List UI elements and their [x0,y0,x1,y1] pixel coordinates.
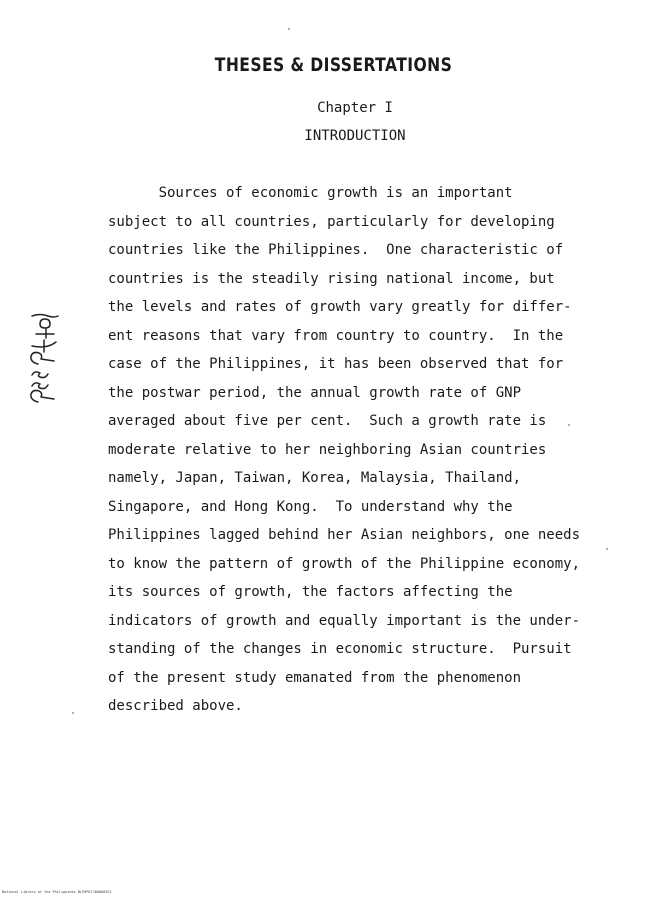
text-line: moderate relative to her neighboring Asian countries [108,441,547,458]
text-line: subject to all countries, particularly for developing [108,213,555,230]
chapter-label: Chapter I [317,100,393,116]
text-line: of the present study emanated from the phenomenon [108,669,522,686]
scan-footer: National Library of the Philippines NLP0PD7J0A0003G1 [2,890,112,894]
text-line: Sources of economic growth is an important [108,185,513,201]
scan-speck [568,424,570,426]
stamp-heading: THESES & DISSERTATIONS [214,54,453,76]
text-line: standing of the changes in economic structure. Pursuit [108,641,572,657]
text-line: namely, Japan, Taiwan, Korea, Malaysia, Thailand, [108,470,522,486]
text-line: averaged about five per cent. Such a growth rate is [108,413,547,429]
text-line: ent reasons that vary from country to country. In the [108,327,564,344]
section-heading: INTRODUCTION [304,128,406,144]
scan-speck [606,548,608,550]
text-line: described above. [108,698,243,714]
scan-speck [288,28,290,30]
handwritten-call-number [24,312,64,407]
text-line: its sources of growth, the factors affecting the [108,584,513,600]
text-line: countries like the Philippines. One characteristic of [108,242,564,258]
scan-speck [72,712,74,714]
text-line: to know the pattern of growth of the Philippine economy, [108,555,581,572]
text-line: indicators of growth and equally important is the under- [108,612,581,629]
text-line: case of the Philippines, it has been observed that for [108,356,564,372]
text-line: Philippines lagged behind her Asian neighbors, one needs [108,527,581,543]
text-line: countries is the steadily rising national income, but [108,270,555,287]
text-line: Singapore, and Hong Kong. To understand why the [108,498,513,515]
text-line: the postwar period, the annual growth rate of GNP [108,384,522,401]
text-line: the levels and rates of growth vary greatly for differ- [108,299,572,315]
